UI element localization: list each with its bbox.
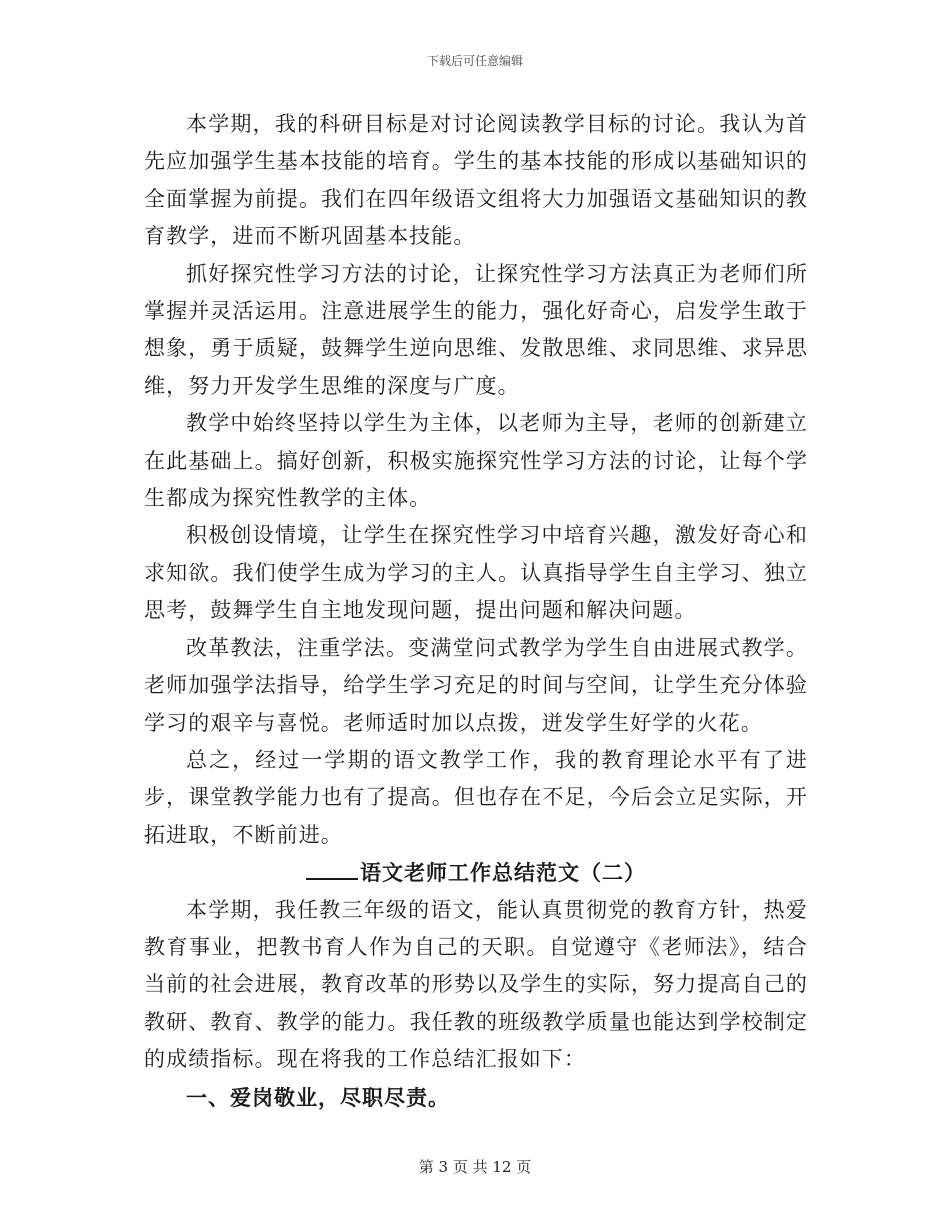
section-title-text: 语文老师工作总结范文（二）	[360, 860, 646, 886]
paragraph: 积极创设情境，让学生在探究性学习中培育兴趣，激发好奇心和求知欲。我们使学生成为学习的主人。认真指导学生自主学习、独立思考，鼓舞学生自主地发现问题，提出问题和解决问题。	[144, 523, 808, 623]
section-title	[144, 854, 808, 891]
paragraph: 抓好探究性学习方法的讨论，让探究性学习方法真正为老师们所掌握并灵活运用。注意进展学生的能力，强化好奇心，启发学生敢于想象，勇于质疑，鼓舞学生逆向思维、发散思维、求同思维、求异思维，努力开发学生思维的深度与广度。	[144, 261, 808, 398]
paragraph: 总之，经过一学期的语文教学工作，我的教育理论水平有了进步，课堂教学能力也有了提高。但也存在不足，今后会立足实际，开拓进取，不断前进。	[144, 747, 808, 847]
paragraph: 本学期，我的科研目标是对讨论阅读教学目标的讨论。我认为首先应加强学生基本技能的培育。学生的基本技能的形成以基础知识的全面掌握为前提。我们在四年级语文组将大力加强语文基础知识的教育教学，进而不断巩固基本技能。	[144, 112, 808, 249]
page-number: 第 3 页 共 12 页	[418, 1158, 532, 1176]
paragraph: 教学中始终坚持以学生为主体，以老师为主导，老师的创新建立在此基础上。搞好创新，积极实施探究性学习方法的讨论，让每个学生都成为探究性教学的主体。	[144, 411, 808, 511]
title-blank-line	[306, 856, 358, 880]
paragraph: 本学期，我任教三年级的语文，能认真贯彻党的教育方针，热爱教育事业，把教书育人作为自己的天职。自觉遵守《老师法》，结合当前的社会进展，教育改革的形势以及学生的实际，努力提高自己的教研、教育、教学的能力。我任教的班级教学质量也能达到学校制定的成绩指标。现在将我的工作总结汇报如下：	[144, 897, 808, 1072]
document-body	[144, 106, 808, 1116]
section-heading: 一、爱岗敬业，尽职尽责。	[186, 1084, 450, 1110]
page-header: 下载后可任意编辑	[426, 54, 523, 68]
paragraph: 改革教法，注重学法。变满堂问式教学为学生自由进展式教学。老师加强学法指导，给学生学习充足的时间与空间，让学生充分体验学习的艰辛与喜悦。老师适时加以点拨，迸发学生好学的火花。	[144, 635, 808, 735]
